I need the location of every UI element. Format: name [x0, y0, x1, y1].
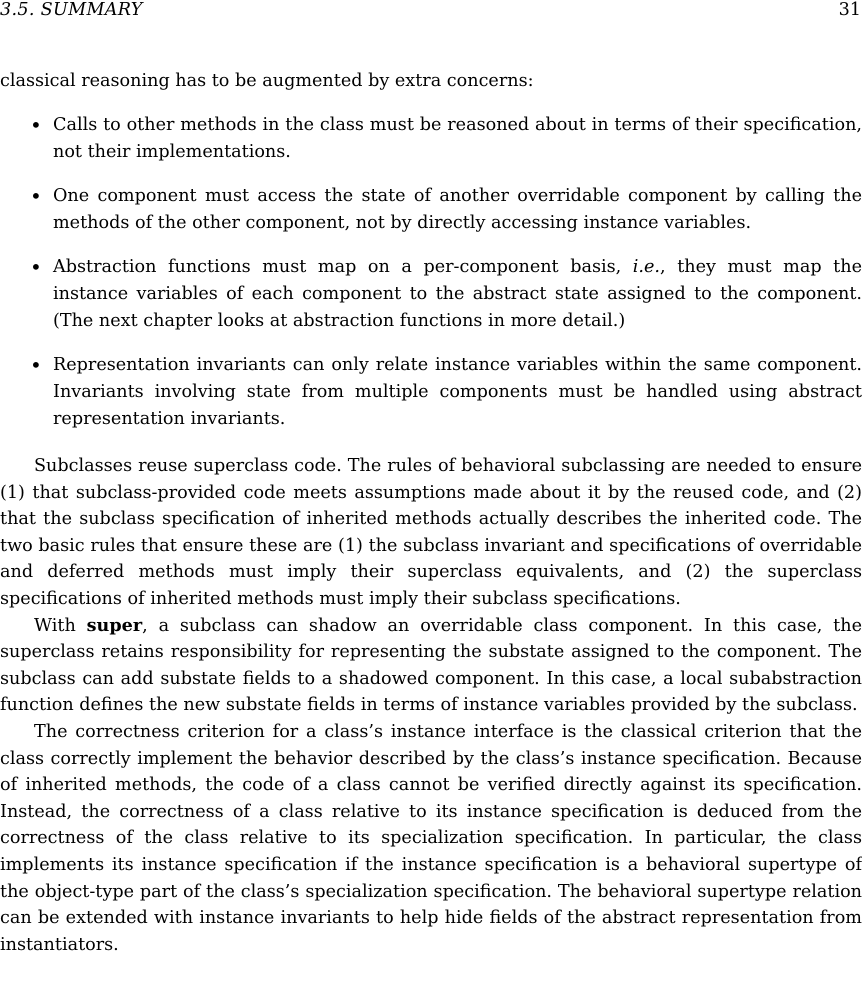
emphasis-text: i.e. — [632, 257, 661, 277]
paragraph-text: , a subclass can shadow an overridable class component. In this case, the superclass retains responsibility for representing the substate assigned to the component. The subclass can add substate fields to a shadowed component. In this case, a local subabstraction function defines the new substate fields in terms of instance variables provided by the subclass. — [0, 615, 862, 716]
intro-sentence: classical reasoning has to be augmented by extra concerns: — [0, 71, 534, 91]
body-text — [0, 453, 862, 958]
list-item — [0, 254, 862, 335]
list-item: • One component must access the state of another overridable component by calling the methods of the other component, not by directly accessing instance variables. — [0, 183, 862, 237]
list-item-text: , they must map the instance variables of each component to the abstract state assigned to the component. (The next chapter looks at abstraction functions in more detail.) — [53, 257, 862, 331]
running-header — [0, 0, 861, 22]
page-number: 31 — [838, 0, 861, 20]
list-item: • Calls to other methods in the class must be reasoned about in terms of their specification, not their implementations. — [0, 112, 862, 166]
paragraph-text: With — [34, 615, 87, 636]
concerns-list — [0, 112, 862, 450]
paragraph-subclasses: Subclasses reuse superclass code. The rules of behavioral subclassing are needed to ensure (1) that subclass-provided code meets assumptions made about it by the reused code, and (2) that the subclass specification of inherited methods actually describes the inherited code. The two basic rules that ensure these are (1) the subclass invariant and specifications of overridable and deferred methods must imply their superclass equivalents, and (2) the superclass specifications of inherited methods must imply their subclass specifications. — [0, 456, 862, 609]
paragraph-super — [0, 613, 862, 719]
keyword-super: super — [86, 614, 143, 636]
list-item: • Representation invariants can only relate instance variables within the same component. Invariants involving state from multiple components must be handled using abstract representation invariants. — [0, 352, 862, 433]
list-item-text: Abstraction functions must map on a per-component basis, — [53, 257, 633, 277]
section-title: 3.5. SUMMARY — [0, 0, 143, 20]
paragraph-correctness: The correctness criterion for a class’s instance interface is the classical criterion that the class correctly implement the behavior described by the class’s instance specification. Because of inherited methods, the code of a class cannot be verified directly against its specification. Instead, the correctness of a class relative to its instance specification is deduced from the correctness of the class relative to its specialization specification. In particular, the class implements its instance specification if the instance specification is a behavioral supertype of the object-type part of the class’s specialization specification. The behavioral supertype relation can be extended with instance invariants to help hide fields of the abstract representation from instantiators. — [0, 721, 862, 955]
